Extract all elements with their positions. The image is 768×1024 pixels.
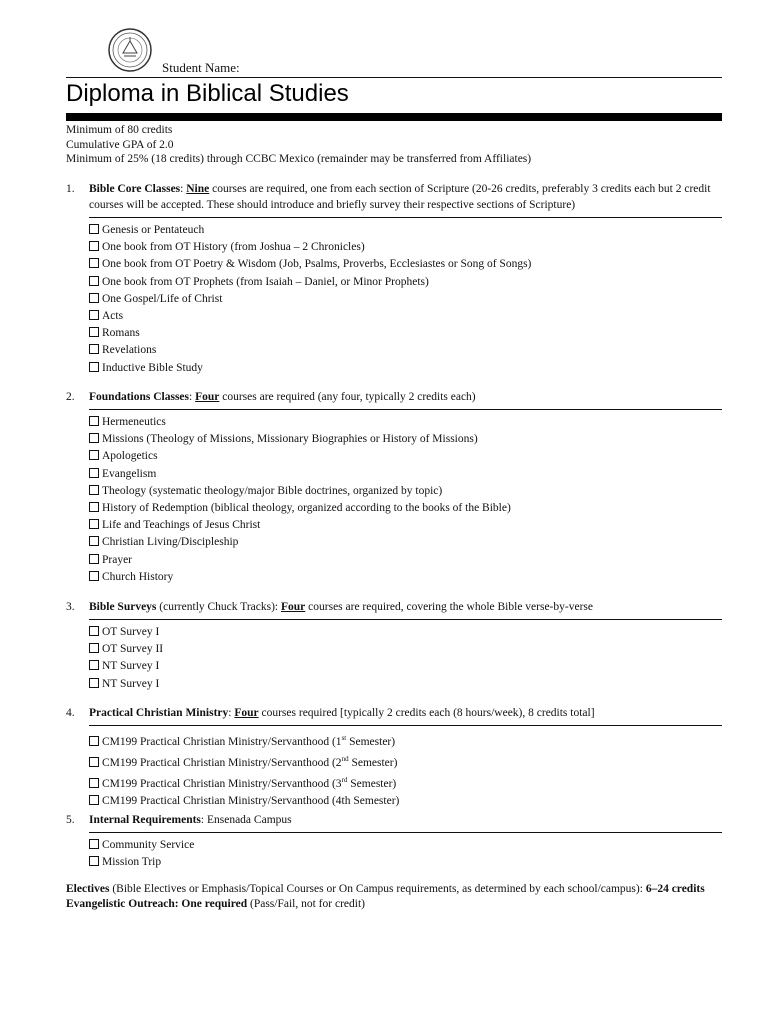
checklist [89,414,726,586]
section-description: courses are required, one from each section of Scripture (20-26 credits, preferably 3 credits each but 2 credit courses will be accepted. These should introduce and briefly survey their respective sections of Scripture) [89,183,711,211]
checklist-item-label: Revelations [102,344,157,357]
checklist-item [89,222,726,239]
section-heading [66,181,726,213]
checklist-item-label: History of Redemption (biblical theology, organized according to the books of the Bible) [102,502,511,515]
section-separator: : [189,391,196,403]
checklist-item [89,676,726,693]
checklist-item [89,517,726,534]
section-bible-surveys [66,599,726,693]
section-number: 4. [66,707,75,719]
ordinal-suffix: nd [341,755,349,764]
section-count: Four [234,707,259,719]
checklist-item [89,448,726,465]
section-heading [66,599,726,615]
checklist-item-label: CM199 Practical Christian Ministry/Servanthood (3 [102,777,342,790]
checklist-item-label: NT Survey I [102,660,160,673]
checklist-item-label: One Gospel/Life of Christ [102,292,223,305]
ordinal-suffix: rd [341,776,348,785]
checklist-item [89,751,726,772]
checklist-item [89,256,726,273]
checkbox[interactable] [89,433,99,443]
checkbox[interactable] [89,795,99,805]
checkbox[interactable] [89,519,99,529]
outreach-label: Evangelistic Outreach: One required [66,898,248,910]
checklist-item [89,274,726,291]
checklist-item [89,414,726,431]
checklist-item [89,500,726,517]
section-number: 3. [66,601,75,613]
section-separator: : [228,707,235,719]
checkbox[interactable] [89,626,99,636]
checkbox[interactable] [89,416,99,426]
checklist-item-label: Christian Living/Discipleship [102,536,239,549]
checklist-item-label: Church History [102,570,174,583]
checklist [89,730,726,810]
section-foundations [66,389,726,586]
checklist-item-label: Inductive Bible Study [102,361,203,374]
checkbox[interactable] [89,344,99,354]
checkbox[interactable] [89,485,99,495]
checklist-item [89,360,726,377]
section-divider [89,217,722,218]
section-count: Four [195,391,220,403]
electives-credits: 6–24 credits [645,883,705,895]
section-divider [89,619,722,620]
checklist-item [89,534,726,551]
section-name: Bible Surveys [89,601,157,613]
institution-seal [107,27,153,73]
section-bible-core [66,181,726,377]
title-divider [66,113,722,121]
section-divider [89,409,722,410]
checklist-item-label: OT Survey II [102,643,164,656]
checkbox[interactable] [89,660,99,670]
section-count: Nine [186,183,210,195]
checklist-item-label: Acts [102,310,124,323]
checklist-item [89,854,726,871]
checklist-item-label: One book from OT History (from Joshua – 2 Chronicles) [102,241,365,254]
section-separator: (currently Chuck Tracks): [156,601,281,613]
section-name: Practical Christian Ministry [89,707,229,719]
checkbox[interactable] [89,502,99,512]
section-name: Bible Core Classes [89,183,181,195]
checkbox[interactable] [89,839,99,849]
checklist-item-label-end: Semester) [347,777,397,790]
checkbox[interactable] [89,643,99,653]
checkbox[interactable] [89,468,99,478]
checkbox[interactable] [89,450,99,460]
checklist-item [89,431,726,448]
checklist-item [89,552,726,569]
checkbox[interactable] [89,757,99,767]
checklist-item [89,466,726,483]
checkbox[interactable] [89,327,99,337]
section-number: 1. [66,183,75,195]
checklist-item [89,239,726,256]
checklist-item [89,772,726,793]
requirement-line: Minimum of 80 credits [66,124,173,136]
checkbox[interactable] [89,536,99,546]
outreach-line [66,897,726,912]
section-practical-ministry [66,705,726,810]
checklist-item [89,291,726,308]
checkbox[interactable] [89,678,99,688]
checkbox[interactable] [89,736,99,746]
checklist-item-label: Prayer [102,553,133,566]
section-description: courses required [typically 2 credits each (8 hours/week), 8 credits total] [258,707,595,719]
section-number: 5. [66,814,75,826]
section-count: Four [281,601,306,613]
checkbox[interactable] [89,293,99,303]
ordinal-suffix: st [341,734,347,742]
checklist-item-label: Mission Trip [102,856,162,869]
checklist-item-label: OT Survey I [102,626,160,638]
electives-line [66,882,726,897]
section-heading [66,705,726,721]
requirement-line: Minimum of 25% (18 credits) through CCBC Mexico (remainder may be transferred from Affiliates) [66,153,532,165]
checkbox[interactable] [89,224,99,234]
checklist-item [89,658,726,675]
section-divider [89,725,722,726]
checklist-item-label: CM199 Practical Christian Ministry/Servanthood (1 [102,735,342,748]
checklist [89,837,726,871]
checklist-item-label: Theology (systematic theology/major Bible doctrines, organized by topic) [102,484,443,497]
section-separator: : [180,183,187,195]
checklist-item-label: Romans [102,327,140,340]
student-name-label: Student Name: [162,60,240,75]
checklist-item-label: Apologetics [102,450,158,463]
checklist-item-label: Missions (Theology of Missions, Missionary Biographies or History of Missions) [102,433,478,446]
section-separator: : Ensenada Campus [200,814,292,826]
checklist-item [89,483,726,500]
checklist-item [89,793,726,810]
section-name: Internal Requirements [89,814,201,826]
checklist-item-label: Evangelism [102,467,157,480]
checkbox[interactable] [89,554,99,564]
checklist-item-label-end: Semester) [346,735,396,748]
checkbox[interactable] [89,362,99,372]
requirement-line: Cumulative GPA of 2.0 [66,138,174,151]
section-number: 2. [66,391,75,403]
checklist-item-label: Life and Teachings of Jesus Christ [102,519,261,532]
checklist-item [89,325,726,342]
section-divider [89,832,722,833]
electives-text: (Bible Electives or Emphasis/Topical Courses or On Campus requirements, as determined by each school/campus): [109,883,646,895]
electives-label: Electives [66,883,110,895]
header-divider [66,77,722,78]
section-name: Foundations Classes [89,391,190,403]
outreach-text: (Pass/Fail, not for credit) [247,898,365,910]
checkbox[interactable] [89,241,99,251]
checklist-item-label: One book from OT Poetry & Wisdom (Job, Psalms, Proverbs, Ecclesiastes or Song of Songs) [102,258,532,271]
checklist [89,222,726,377]
footer-notes [66,882,726,912]
checkbox[interactable] [89,856,99,866]
section-internal-requirements [66,812,726,871]
checklist [89,624,726,693]
checkbox[interactable] [89,276,99,286]
checklist-item [89,569,726,586]
section-heading [66,389,726,405]
checklist-item-label: Hermeneutics [102,416,166,428]
section-description: courses are required (any four, typically 2 credits each) [219,391,476,403]
checkbox[interactable] [89,571,99,581]
checklist-item-label: Genesis or Pentateuch [102,224,205,236]
section-heading [66,812,726,828]
checklist-item [89,730,726,751]
checklist-item [89,837,726,854]
requirements-list [66,123,531,167]
checklist-item-label: NT Survey I [102,677,160,690]
page-title: Diploma in Biblical Studies [66,80,349,107]
checklist-item [89,624,726,641]
checklist-item-label-end: Semester) [348,756,398,769]
checklist-item-label: CM199 Practical Christian Ministry/Servanthood (4th Semester) [102,795,400,808]
checklist-item-label: CM199 Practical Christian Ministry/Servanthood (2 [102,756,342,769]
checkbox[interactable] [89,778,99,788]
checklist-item [89,308,726,325]
checkbox[interactable] [89,310,99,320]
section-description: courses are required, covering the whole Bible verse-by-verse [305,601,593,613]
checklist-item [89,342,726,359]
checklist-item [89,641,726,658]
checklist-item-label: One book from OT Prophets (from Isaiah – Daniel, or Minor Prophets) [102,275,429,288]
checkbox[interactable] [89,258,99,268]
checklist-item-label: Community Service [102,839,195,851]
